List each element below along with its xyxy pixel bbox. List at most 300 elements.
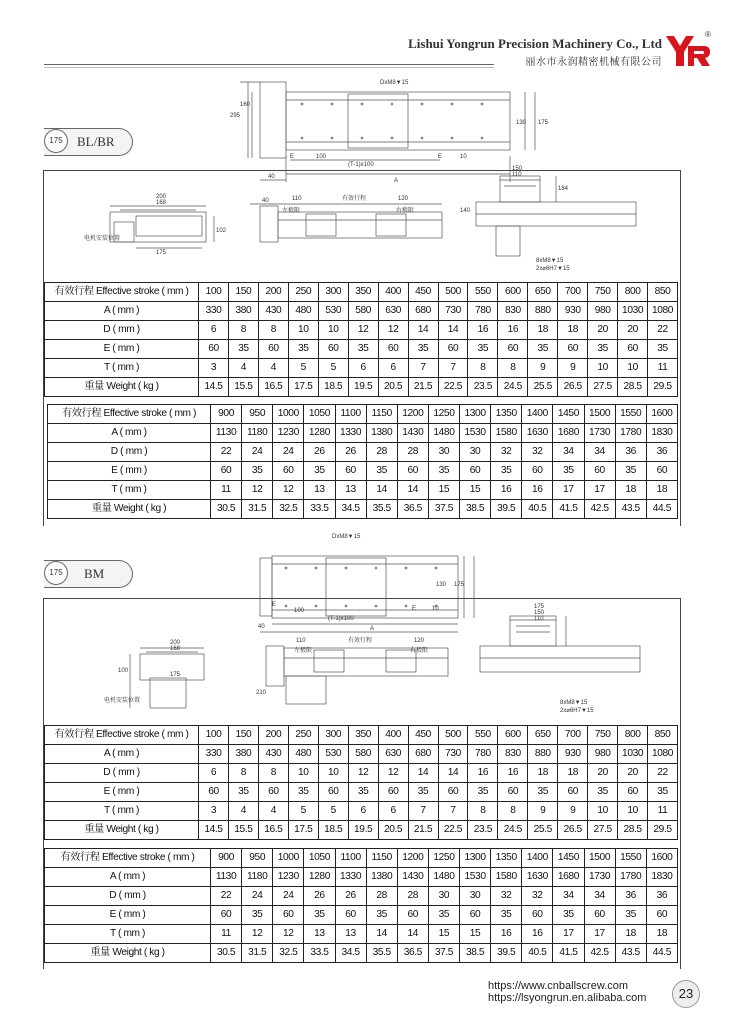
table-cell: 100 <box>199 726 229 745</box>
table-cell: 1150 <box>366 849 397 868</box>
row-label-t: T ( mm ) <box>45 359 199 378</box>
table-cell: 15.5 <box>228 821 258 840</box>
table-cell: 8 <box>498 802 528 821</box>
table-cell: 14 <box>438 321 468 340</box>
table-cell: 13 <box>304 925 335 944</box>
table-row-stroke <box>45 283 678 302</box>
row-label-e: E ( mm ) <box>45 783 199 802</box>
table-cell: 35 <box>366 462 397 481</box>
table-cell: 60 <box>438 340 468 359</box>
table-row-a <box>45 745 678 764</box>
table-cell: 14 <box>366 925 397 944</box>
table-cell: 42.5 <box>584 944 615 963</box>
table-cell: 34 <box>584 887 615 906</box>
table-cell: 1680 <box>553 424 584 443</box>
table-cell: 24 <box>242 443 273 462</box>
table-cell: 850 <box>648 726 678 745</box>
table-cell: 60 <box>258 783 288 802</box>
table-cell: 60 <box>378 340 408 359</box>
table-row-e <box>45 783 678 802</box>
table-cell: 34.5 <box>335 500 366 519</box>
table-row-t <box>45 802 678 821</box>
row-label-stroke: 有效行程 Effective stroke ( mm ) <box>48 405 211 424</box>
row-label-weight: 重量 Weight ( kg ) <box>45 944 211 963</box>
label-dim-210: 210 <box>256 690 267 696</box>
table-cell: 60 <box>273 906 304 925</box>
label-dim-175-profile: 175 <box>156 250 167 256</box>
table-cell: 13 <box>335 481 366 500</box>
table-cell: 480 <box>288 302 318 321</box>
table-row-stroke <box>45 726 678 745</box>
table-cell: 400 <box>378 283 408 302</box>
table-cell: 25.5 <box>528 378 558 397</box>
table-cell: 22.5 <box>438 378 468 397</box>
table-cell: 16 <box>522 925 553 944</box>
table-cell: 43.5 <box>615 944 646 963</box>
table-cell: 900 <box>211 849 242 868</box>
table-cell: 28 <box>397 443 428 462</box>
table-cell: 1580 <box>491 868 522 887</box>
row-label-d: D ( mm ) <box>45 764 199 783</box>
label-dim-t: (T-1)x100 <box>328 616 354 622</box>
row-label-e: E ( mm ) <box>45 340 199 359</box>
table-cell: 19.5 <box>348 378 378 397</box>
table-cell: 24 <box>242 887 273 906</box>
table-cell: 30 <box>460 443 491 462</box>
table-cell: 1300 <box>460 849 491 868</box>
table-cell: 60 <box>378 783 408 802</box>
table-cell: 14 <box>366 481 397 500</box>
spec-table-bl-br-long <box>47 404 678 519</box>
table-cell: 32 <box>522 887 553 906</box>
table-cell: 8 <box>468 802 498 821</box>
table-cell: 60 <box>199 783 229 802</box>
table-row-a <box>45 302 678 321</box>
table-cell: 15 <box>460 481 491 500</box>
table-cell: 7 <box>438 802 468 821</box>
table-cell: 1550 <box>615 849 646 868</box>
table-cell: 17 <box>584 481 615 500</box>
website-link[interactable]: https://www.cnballscrew.com <box>488 980 628 992</box>
table-cell: 60 <box>584 462 615 481</box>
table-cell: 14 <box>438 764 468 783</box>
table-cell: 550 <box>468 726 498 745</box>
table-cell: 730 <box>438 302 468 321</box>
label-dim-130: 130 <box>516 120 527 126</box>
table-row-e <box>45 340 678 359</box>
label-dim-200: 200 <box>156 194 167 200</box>
table-cell: 60 <box>460 906 491 925</box>
row-label-e: E ( mm ) <box>48 462 211 481</box>
table-cell: 35 <box>615 906 646 925</box>
table-cell: 36 <box>646 443 677 462</box>
table-cell: 10 <box>288 764 318 783</box>
table-cell: 35 <box>228 340 258 359</box>
label-dim-a: A <box>394 178 399 184</box>
label-dim-100: 100 <box>316 154 327 160</box>
table-cell: 17.5 <box>288 378 318 397</box>
table-cell: 300 <box>318 283 348 302</box>
alibaba-store-link[interactable]: https://lsyongrun.en.alibaba.com <box>488 992 647 1004</box>
table-cell: 26 <box>304 443 335 462</box>
table-cell: 1300 <box>460 405 491 424</box>
table-cell: 7 <box>438 359 468 378</box>
table-cell: 780 <box>468 302 498 321</box>
table-cell: 30 <box>428 887 459 906</box>
table-cell: 35 <box>228 783 258 802</box>
label-stroke: 有效行程 <box>342 196 367 202</box>
table-cell: 22 <box>211 443 242 462</box>
table-cell: 28 <box>366 887 397 906</box>
label-dim-110-right: 110 <box>534 616 544 622</box>
header-rule <box>44 64 494 65</box>
row-label-d: D ( mm ) <box>45 887 211 906</box>
table-cell: 16.5 <box>258 378 288 397</box>
label-limit-left: 左极限 <box>294 648 313 654</box>
table-cell: 1330 <box>335 868 366 887</box>
table-cell: 1030 <box>618 302 648 321</box>
table-cell: 20.5 <box>378 821 408 840</box>
table-cell: 500 <box>438 726 468 745</box>
table-cell: 7 <box>408 359 438 378</box>
table-cell: 35.5 <box>366 500 397 519</box>
label-dim-a: A <box>370 626 375 632</box>
table-cell: 1000 <box>273 405 304 424</box>
label-stroke: 有效行程 <box>348 638 373 644</box>
table-cell: 600 <box>498 726 528 745</box>
table-cell: 880 <box>528 302 558 321</box>
table-cell: 11 <box>211 481 242 500</box>
table-cell: 18 <box>528 321 558 340</box>
table-cell: 22 <box>211 887 242 906</box>
table-cell: 8 <box>468 359 498 378</box>
table-cell: 830 <box>498 745 528 764</box>
table-cell: 24 <box>273 887 304 906</box>
table-cell: 10 <box>618 802 648 821</box>
label-dim-100-profile: 100 <box>118 668 129 674</box>
table-cell: 680 <box>408 745 438 764</box>
label-dim-295: 295 <box>230 113 241 119</box>
table-cell: 38.5 <box>460 500 491 519</box>
table-cell: 27.5 <box>588 821 618 840</box>
table-cell: 35 <box>348 340 378 359</box>
table-cell: 39.5 <box>491 944 522 963</box>
table-cell: 19.5 <box>348 821 378 840</box>
table-cell: 35 <box>468 340 498 359</box>
table-cell: 24 <box>273 443 304 462</box>
label-hole-pin: 2x⌀6H7▼15 <box>560 708 594 714</box>
table-cell: 40.5 <box>522 500 553 519</box>
spec-table-bl-br-short <box>44 282 678 397</box>
table-cell: 16.5 <box>258 821 288 840</box>
label-dim-100: 100 <box>294 608 305 614</box>
label-dim-140: 140 <box>460 208 471 214</box>
table-cell: 750 <box>588 726 618 745</box>
table-cell: 35 <box>408 783 438 802</box>
table-cell: 1730 <box>584 424 615 443</box>
row-label-a: A ( mm ) <box>45 302 199 321</box>
table-cell: 9 <box>528 359 558 378</box>
table-cell: 680 <box>408 302 438 321</box>
table-cell: 8 <box>258 764 288 783</box>
table-cell: 11 <box>648 802 678 821</box>
table-cell: 530 <box>318 302 348 321</box>
table-cell: 380 <box>228 302 258 321</box>
table-cell: 14 <box>408 764 438 783</box>
table-cell: 28.5 <box>618 821 648 840</box>
table-cell: 1600 <box>646 405 677 424</box>
table-row-stroke <box>45 849 678 868</box>
table-cell: 60 <box>438 783 468 802</box>
label-dim-e-right: E <box>438 154 443 160</box>
label-dim-120: 120 <box>414 638 425 644</box>
table-cell: 35 <box>242 906 273 925</box>
table-cell: 60 <box>522 462 553 481</box>
label-hole-8: 8xM8▼15 <box>536 258 564 264</box>
label-dim-10: 10 <box>432 606 439 612</box>
label-dim-40-front: 40 <box>262 198 269 204</box>
table-cell: 200 <box>258 726 288 745</box>
table-cell: 830 <box>498 302 528 321</box>
table-cell: 1350 <box>491 405 522 424</box>
table-cell: 23.5 <box>468 821 498 840</box>
table-cell: 12 <box>378 321 408 340</box>
table-cell: 35 <box>304 462 335 481</box>
table-cell: 1130 <box>211 868 242 887</box>
label-dim-184: 184 <box>558 186 569 192</box>
table-cell: 35 <box>648 783 678 802</box>
table-cell: 26.5 <box>558 821 588 840</box>
table-cell: 35 <box>288 340 318 359</box>
table-cell: 1030 <box>618 745 648 764</box>
table-cell: 350 <box>348 726 378 745</box>
table-cell: 450 <box>408 726 438 745</box>
table-cell: 26 <box>304 887 335 906</box>
table-cell: 1630 <box>522 424 553 443</box>
table-cell: 26 <box>335 443 366 462</box>
label-dim-110-right: 110 <box>512 172 522 178</box>
table-cell: 150 <box>228 726 258 745</box>
table-cell: 530 <box>318 745 348 764</box>
table-cell: 15.5 <box>228 378 258 397</box>
table-cell: 9 <box>528 802 558 821</box>
table-cell: 980 <box>588 745 618 764</box>
table-cell: 16 <box>498 321 528 340</box>
table-cell: 41.5 <box>553 944 584 963</box>
table-cell: 36.5 <box>397 500 428 519</box>
table-cell: 1230 <box>273 424 304 443</box>
table-cell: 8 <box>228 764 258 783</box>
registered-mark: ® <box>705 30 711 39</box>
label-dim-168: 168 <box>170 646 181 652</box>
table-cell: 950 <box>242 405 273 424</box>
table-cell: 5 <box>288 802 318 821</box>
table-cell: 28.5 <box>618 378 648 397</box>
table-cell: 35 <box>428 906 459 925</box>
table-cell: 1500 <box>584 849 615 868</box>
table-cell: 15 <box>460 925 491 944</box>
table-cell: 60 <box>584 906 615 925</box>
table-row-a <box>48 424 678 443</box>
table-cell: 10 <box>618 359 648 378</box>
table-cell: 10 <box>318 764 348 783</box>
table-cell: 1280 <box>304 868 335 887</box>
table-cell: 800 <box>618 283 648 302</box>
table-cell: 930 <box>558 745 588 764</box>
table-cell: 29.5 <box>648 821 678 840</box>
table-cell: 60 <box>335 906 366 925</box>
table-cell: 60 <box>618 783 648 802</box>
table-cell: 1330 <box>335 424 366 443</box>
table-cell: 14 <box>397 481 428 500</box>
table-cell: 950 <box>242 849 273 868</box>
row-label-weight: 重量 Weight ( kg ) <box>45 821 199 840</box>
table-cell: 330 <box>199 745 229 764</box>
header-rule-2 <box>44 67 494 68</box>
label-dim-200: 200 <box>170 640 181 646</box>
label-dim-110: 110 <box>292 196 302 202</box>
table-cell: 35 <box>588 340 618 359</box>
label-hole-8: 8xM8▼15 <box>560 700 588 706</box>
table-cell: 7 <box>408 802 438 821</box>
table-cell: 35 <box>428 462 459 481</box>
table-cell: 1100 <box>335 849 366 868</box>
table-cell: 44.5 <box>646 500 677 519</box>
table-cell: 1000 <box>273 849 304 868</box>
table-cell: 10 <box>588 359 618 378</box>
label-hole-spec: DxM8▼15 <box>380 80 409 86</box>
table-cell: 6 <box>348 802 378 821</box>
label-dim-40: 40 <box>268 174 275 180</box>
table-cell: 60 <box>646 462 677 481</box>
table-row-a <box>45 868 678 887</box>
table-cell: 35 <box>528 783 558 802</box>
table-cell: 18.5 <box>318 821 348 840</box>
table-cell: 29.5 <box>648 378 678 397</box>
table-cell: 4 <box>258 802 288 821</box>
table-cell: 26.5 <box>558 378 588 397</box>
table-cell: 15 <box>428 481 459 500</box>
table-cell: 30 <box>460 887 491 906</box>
table-cell: 700 <box>558 283 588 302</box>
table-cell: 18 <box>646 925 677 944</box>
table-cell: 14 <box>397 925 428 944</box>
table-cell: 60 <box>498 340 528 359</box>
table-cell: 6 <box>199 764 229 783</box>
table-cell: 630 <box>378 302 408 321</box>
table-cell: 1200 <box>397 405 428 424</box>
row-label-d: D ( mm ) <box>45 321 199 340</box>
table-cell: 18 <box>558 764 588 783</box>
label-dim-e: E <box>272 602 277 608</box>
table-cell: 60 <box>618 340 648 359</box>
table-cell: 350 <box>348 283 378 302</box>
section-size-badge: 175 <box>44 561 68 585</box>
label-hole-spec: DxM8▼15 <box>332 534 361 540</box>
table-cell: 8 <box>498 359 528 378</box>
table-cell: 13 <box>335 925 366 944</box>
table-cell: 1080 <box>648 302 678 321</box>
table-cell: 1680 <box>553 868 584 887</box>
table-cell: 9 <box>558 802 588 821</box>
table-cell: 32 <box>491 887 522 906</box>
table-cell: 780 <box>468 745 498 764</box>
label-dim-160: 160 <box>240 102 251 108</box>
table-cell: 150 <box>228 283 258 302</box>
table-cell: 430 <box>258 302 288 321</box>
table-cell: 18 <box>615 481 646 500</box>
table-cell: 28 <box>366 443 397 462</box>
table-cell: 14.5 <box>199 821 229 840</box>
table-cell: 35 <box>366 906 397 925</box>
row-label-a: A ( mm ) <box>45 868 211 887</box>
table-cell: 21.5 <box>408 821 438 840</box>
table-cell: 1250 <box>428 405 459 424</box>
table-cell: 43.5 <box>615 500 646 519</box>
table-cell: 750 <box>588 283 618 302</box>
table-cell: 30.5 <box>211 944 242 963</box>
table-cell: 630 <box>378 745 408 764</box>
row-label-t: T ( mm ) <box>48 481 211 500</box>
table-cell: 850 <box>648 283 678 302</box>
table-cell: 1450 <box>553 405 584 424</box>
table-cell: 1830 <box>646 424 677 443</box>
table-cell: 18 <box>646 481 677 500</box>
table-cell: 650 <box>528 726 558 745</box>
row-label-t: T ( mm ) <box>45 802 199 821</box>
table-cell: 11 <box>648 359 678 378</box>
table-cell: 17 <box>584 925 615 944</box>
table-cell: 38.5 <box>460 944 491 963</box>
table-cell: 18 <box>558 321 588 340</box>
row-label-a: A ( mm ) <box>45 745 199 764</box>
label-dim-175-profile: 175 <box>170 672 181 678</box>
table-cell: 22 <box>648 764 678 783</box>
table-cell: 39.5 <box>491 500 522 519</box>
table-cell: 60 <box>460 462 491 481</box>
row-label-e: E ( mm ) <box>45 906 211 925</box>
table-cell: 60 <box>211 906 242 925</box>
table-cell: 30.5 <box>211 500 242 519</box>
table-cell: 34 <box>584 443 615 462</box>
table-cell: 35 <box>348 783 378 802</box>
table-cell: 330 <box>199 302 229 321</box>
label-dim-130: 130 <box>436 582 447 588</box>
table-cell: 6 <box>348 359 378 378</box>
table-cell: 60 <box>273 462 304 481</box>
table-cell: 450 <box>408 283 438 302</box>
table-row-d <box>45 764 678 783</box>
table-cell: 31.5 <box>242 944 273 963</box>
table-cell: 600 <box>498 283 528 302</box>
table-cell: 250 <box>288 283 318 302</box>
table-cell: 550 <box>468 283 498 302</box>
table-cell: 1100 <box>335 405 366 424</box>
table-cell: 1400 <box>522 405 553 424</box>
table-cell: 1200 <box>397 849 428 868</box>
table-row-d <box>45 321 678 340</box>
table-row-stroke <box>48 405 678 424</box>
table-cell: 34.5 <box>335 944 366 963</box>
label-dim-e-right: E <box>412 606 417 612</box>
table-cell: 16 <box>491 925 522 944</box>
table-row-e <box>48 462 678 481</box>
table-cell: 35 <box>553 906 584 925</box>
table-cell: 580 <box>348 745 378 764</box>
table-cell: 1130 <box>211 424 242 443</box>
table-cell: 12 <box>273 925 304 944</box>
label-dim-102: 102 <box>216 228 227 234</box>
